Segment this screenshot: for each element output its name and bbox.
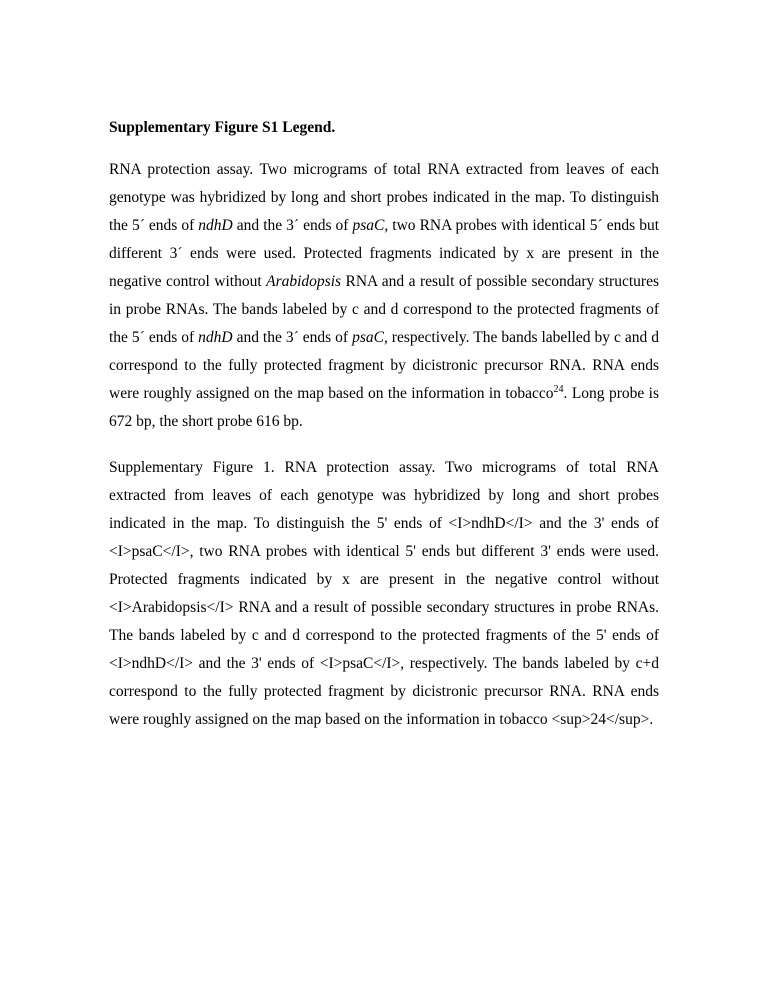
text-line: [109, 650, 659, 678]
caption-paragraph: [109, 454, 659, 734]
text-segment: <I>psaC</I>, two RNA probes with identical 5' ends but different 3' ends were used.: [109, 543, 659, 560]
text-segment: <I>ndhD</I> and the 3' ends of <I>psaC</I>, respectively. The bands labeled by c+d: [109, 655, 659, 672]
text-segment: <I>Arabidopsis</I> RNA and a result of possible secondary structures in probe RNAs.: [109, 599, 659, 616]
italic-term: psaC: [352, 329, 384, 346]
italic-term: ndhD: [198, 217, 233, 234]
text-segment: were roughly assigned on the map based on the information in tobacco <sup>24</sup>.: [109, 711, 654, 728]
text-line: [109, 622, 659, 650]
text-line: [109, 352, 659, 380]
text-line: [109, 268, 659, 296]
italic-term: Arabidopsis: [266, 273, 342, 290]
legend-paragraph: [109, 156, 659, 436]
text-line: [109, 184, 659, 212]
document-page: [109, 117, 659, 734]
text-line: [109, 594, 659, 622]
document-body: [109, 156, 659, 734]
text-segment: and the 3´ ends of: [232, 217, 353, 234]
text-segment: RNA and a result of possible secondary structures: [341, 273, 659, 290]
text-line: [109, 408, 659, 436]
text-segment: correspond to the fully protected fragment by dicistronic precursor RNA. RNA ends: [109, 683, 659, 700]
text-line: [109, 538, 659, 566]
text-segment: in probe RNAs. The bands labeled by c and d correspond to the protected fragments of: [109, 301, 659, 318]
text-segment: negative control without: [109, 273, 267, 290]
text-segment: extracted from leaves of each genotype was hybridized by long and short probes: [109, 487, 659, 504]
text-line: [109, 240, 659, 268]
italic-term: psaC: [352, 217, 385, 234]
text-segment: correspond to the fully protected fragment by dicistronic precursor RNA. RNA ends: [109, 357, 659, 374]
superscript-reference: 24: [553, 383, 564, 395]
text-segment: the 5´ ends of: [109, 217, 199, 234]
text-segment: 672 bp, the short probe 616 bp.: [109, 413, 303, 430]
italic-term: ndhD: [198, 329, 233, 346]
text-line: [109, 296, 659, 324]
text-segment: Supplementary Figure 1. RNA protection assay. Two micrograms of total RNA: [109, 459, 659, 476]
text-segment: The bands labeled by c and d correspond to the protected fragments of the 5' ends of: [109, 627, 659, 644]
text-segment: Protected fragments indicated by x are present in the negative control without: [109, 571, 659, 588]
text-line: [109, 454, 659, 482]
legend-title: Supplementary Figure S1 Legend.: [109, 119, 336, 136]
text-segment: RNA protection assay. Two micrograms of total RNA extracted from leaves of each: [109, 161, 659, 178]
text-line: [109, 380, 659, 408]
text-line: [109, 678, 659, 706]
text-line: [109, 510, 659, 538]
text-line: [109, 156, 659, 184]
text-segment: genotype was hybridized by long and short probes indicated in the map. To distinguish: [109, 189, 659, 206]
text-line: [109, 482, 659, 510]
text-segment: . Long probe is: [563, 385, 659, 402]
text-segment: and the 3´ ends of: [232, 329, 353, 346]
text-segment: were roughly assigned on the map based on the information in tobacco: [109, 385, 554, 402]
text-segment: , two RNA probes with identical 5´ ends but: [384, 217, 659, 234]
text-segment: different 3´ ends were used. Protected fragments indicated by x are present in the: [109, 245, 659, 262]
text-segment: the 5´ ends of: [109, 329, 199, 346]
text-line: [109, 706, 659, 734]
text-segment: , respectively. The bands labelled by c and d: [383, 329, 660, 346]
paragraph-gap: [109, 436, 659, 454]
text-line: [109, 324, 659, 352]
text-line: [109, 212, 659, 240]
text-line: [109, 566, 659, 594]
text-segment: indicated in the map. To distinguish the 5' ends of <I>ndhD</I> and the 3' ends of: [109, 515, 659, 532]
